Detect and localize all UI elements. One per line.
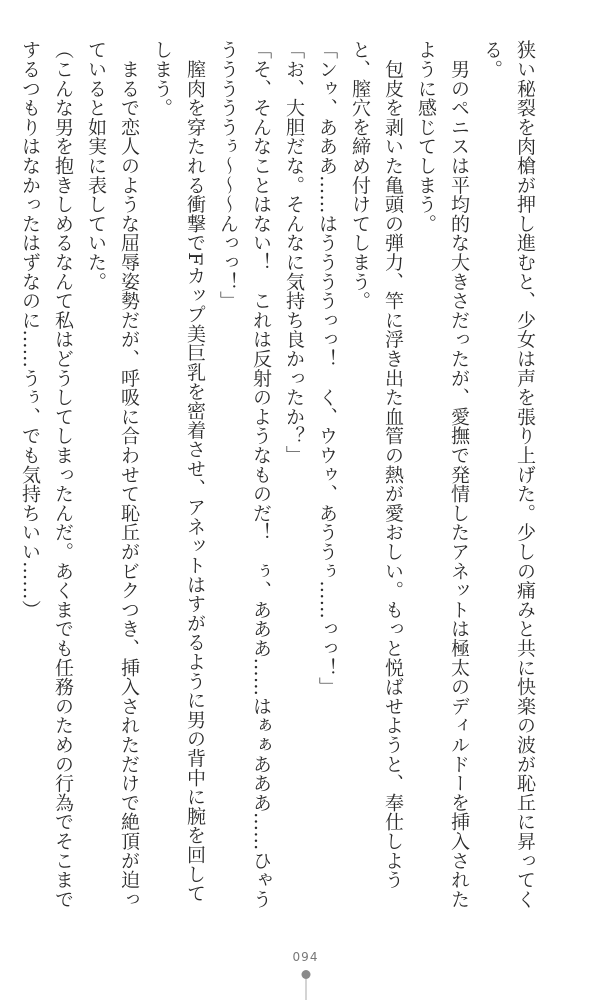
- page-footer: [0, 950, 611, 964]
- paragraph: 膣肉を穿たれる衝撃でFカップ美巨乳を密着させ、アネットはすがるように男の背中に腕を回してしまう。: [151, 40, 206, 903]
- dialogue-line: 「そ、そんなことはない！ これは反射のようなものだ！ ぅ、あああ……はぁぁあああ……ひゃううううううぅ～～～んっっ！」: [217, 40, 272, 909]
- dialogue-line: 「お、大胆だな。そんなに気持ち良かったか？」: [283, 40, 305, 465]
- paragraph: まるで恋人のような屈辱姿勢だが、呼吸に合わせて恥丘がビクつき、挿入されただけで絶頂が迫っていると如実に表していた。: [85, 40, 140, 909]
- page-number: 094: [292, 950, 319, 964]
- dialogue-line: 「ンゥ、あああ……はううううっっ！ く、ウウゥ、あううぅ……っっ！」: [316, 40, 338, 697]
- paragraph: 男のペニスは平均的な大きさだったが、愛撫で発情したアネットは極太のディルドーを挿入されたように感じてしまう。: [415, 40, 470, 909]
- inner-monologue: （こんな男を抱きしめるなんて私はどうしてしまったんだ。あくまでも任務のための行為でそこまでするつもりはなかったはずなのに……うぅ、でも気持ちいい……）: [19, 40, 74, 909]
- paragraph: 包皮を剥いた亀頭の弾力、竿に浮き出た血管の熱が愛おしい。もっと悦ばせようと、奉仕しようと、膣穴を締め付けてしまう。: [349, 40, 404, 890]
- page-marker-icon: [305, 970, 306, 1000]
- paragraph: 狭い秘裂を肉槍が押し進むと、少女は声を張り上げた。少しの痛みと共に快楽の波が恥丘に昇ってくる。: [481, 40, 536, 909]
- vertical-text-body: [19, 40, 541, 920]
